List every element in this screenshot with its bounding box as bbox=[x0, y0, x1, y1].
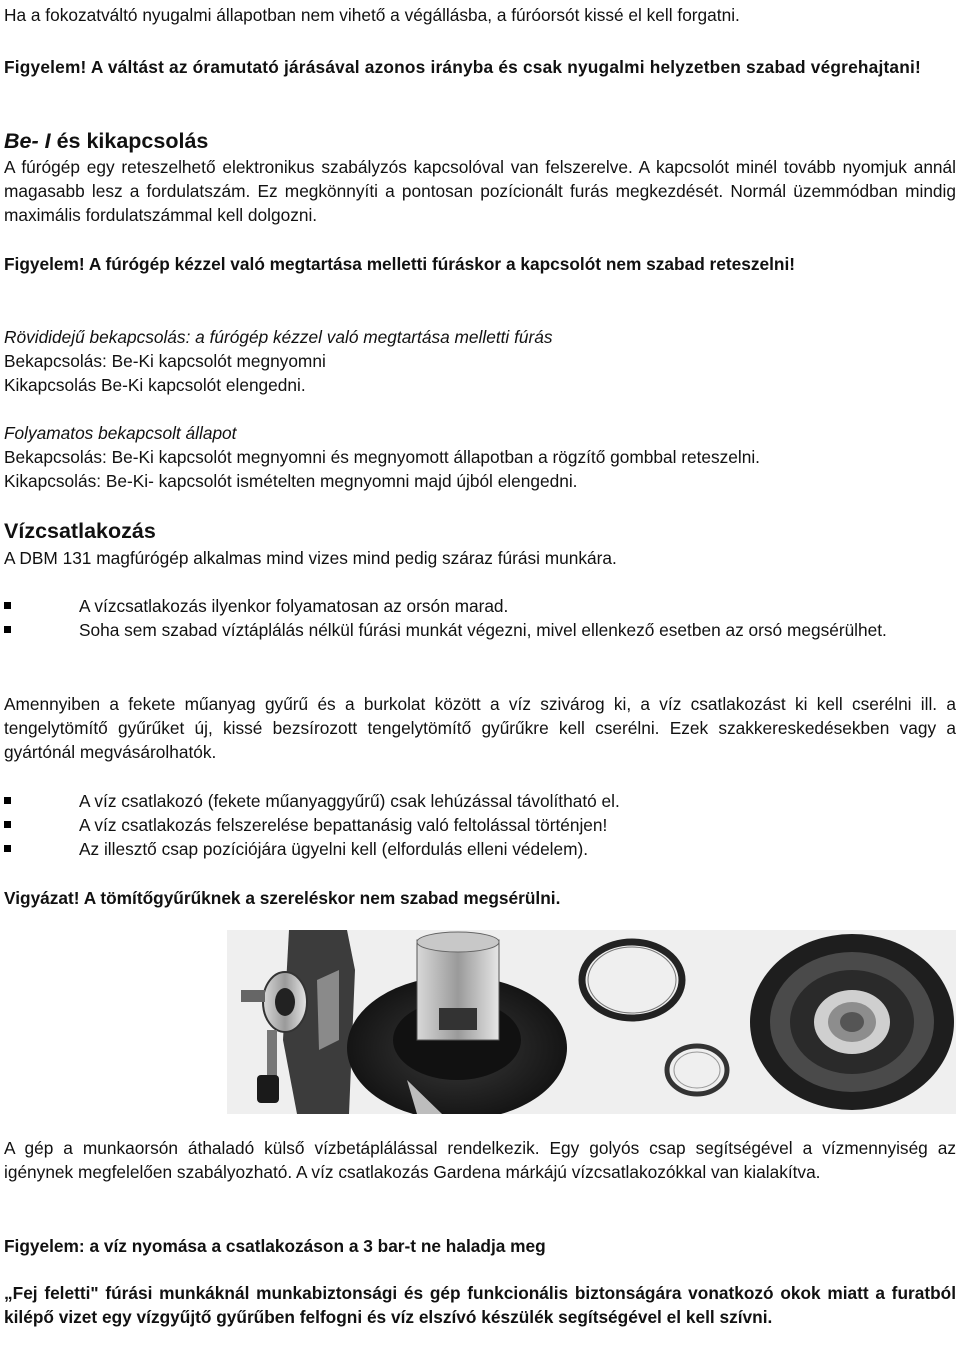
list-item: Az illesztő csap pozíciójára ügyelni kell (elfordulás elleni védelem). bbox=[4, 837, 956, 861]
water-feed-paragraph: A gép a munkaorsón áthaladó külső vízbetáplálással rendelkezik. Egy golyós csap segítségével a vízmennyiség az igénynek megfelelően szabályozható. A víz csatlakozás Gardena márkájú vízcsatlakozókkal van kialakítva. bbox=[4, 1138, 956, 1182]
short-duration-heading: Rövididejű bekapcsolás: a fúrógép kézzel való megtartása melletti fúrás bbox=[4, 327, 553, 347]
water-section-title: Vízcsatlakozás bbox=[4, 519, 156, 543]
continuous-off: Kikapcsolás: Be-Ki- kapcsolót ismételten megnyomni majd újból elengedni. bbox=[4, 471, 578, 491]
list-item: Soha sem szabad víztáplálás nélkül fúrási munkát végezni, mivel ellenkező esetben az orsó megsérülhet. bbox=[4, 618, 956, 642]
water-intro: A DBM 131 magfúrógép alkalmas mind vizes mind pedig száraz fúrási munkára. bbox=[4, 548, 617, 568]
leak-paragraph: Amennyiben a fekete műanyag gyűrű és a burkolat között a víz szivárog ki, a víz csatlakozást ki kell cserélni ill. a tengelytömítő gyűrűket új, kissé bezsírozott tengelytömítő gyűrűkre kell cserélni. Ezek szakkereskedésekben vagy a gyártónál megvásárolhatók. bbox=[4, 694, 956, 762]
bullet-icon bbox=[4, 821, 11, 828]
bullet-icon bbox=[4, 626, 11, 633]
bullet-icon bbox=[4, 602, 11, 609]
list-item: A vízcsatlakozás ilyenkor folyamatosan az orsón marad. bbox=[4, 594, 956, 618]
bullet-icon bbox=[4, 797, 11, 804]
warning-gear-change: Figyelem! A váltást az óramutató járásával azonos irányba és csak nyugalmi helyzetben szabad végrehajtani! bbox=[4, 57, 921, 77]
water-pressure-warning: Figyelem: a víz nyomása a csatlakozáson a 3 bar-t ne haladja meg bbox=[4, 1236, 546, 1256]
water-bullet-list-1 bbox=[4, 594, 956, 642]
water-bullet-list-2 bbox=[4, 789, 956, 861]
section-title-rest: és kikapcsolás bbox=[50, 129, 209, 153]
intro-paragraph: Ha a fokozatváltó nyugalmi állapotban nem vihető a végállásba, a fúróorsót kissé el kell forgatni. bbox=[4, 5, 740, 25]
list-item: A víz csatlakozás felszerelése bepattanásig való feltolással történjen! bbox=[4, 813, 956, 837]
switch-description: A fúrógép egy reteszelhető elektronikus szabályzós kapcsolóval van felszerelve. A kapcsolót minél tovább nyomjuk annál magasabb lesz a fordulatszám. Ez megkönnyíti a pontosan pozícionált furás megkezdését. Normál üzemmódban mindig maximális fordulatszámmal kell dolgozni. bbox=[4, 157, 956, 225]
bullet-icon bbox=[4, 845, 11, 852]
plastic-ring-image bbox=[750, 934, 954, 1110]
water-connection-photo bbox=[227, 930, 956, 1114]
overhead-drilling-warning: „Fej feletti" fúrási munkáknál munkabiztonsági és gép funkcionális biztonságára vonatkozó okok miatt a furatból kilépő vizet egy vízgyűjtő gyűrűben felfogni és víz elszívó készülék segítségével el kell szívni. bbox=[4, 1283, 956, 1327]
short-duration-off: Kikapcsolás Be-Ki kapcsolót elengedni. bbox=[4, 375, 306, 395]
caution-seals: Vigyázat! A tömítőgyűrűknek a szereléskor nem szabad megsérülni. bbox=[4, 888, 561, 908]
warning-lock: Figyelem! A fúrógép kézzel való megtartása melletti fúráskor a kapcsolót nem szabad reteszelni! bbox=[4, 254, 796, 274]
short-duration-on: Bekapcsolás: Be-Ki kapcsolót megnyomni bbox=[4, 351, 326, 371]
continuous-heading: Folyamatos bekapcsolt állapot bbox=[4, 423, 237, 443]
section-title-on-off bbox=[4, 128, 208, 154]
section-title-italic: Be- I bbox=[4, 129, 51, 153]
continuous-on: Bekapcsolás: Be-Ki kapcsolót megnyomni és megnyomott állapotban a rögzítő gombbal reteszelni. bbox=[4, 447, 760, 467]
list-item: A víz csatlakozó (fekete műanyaggyűrű) csak lehúzással távolítható el. bbox=[4, 789, 956, 813]
